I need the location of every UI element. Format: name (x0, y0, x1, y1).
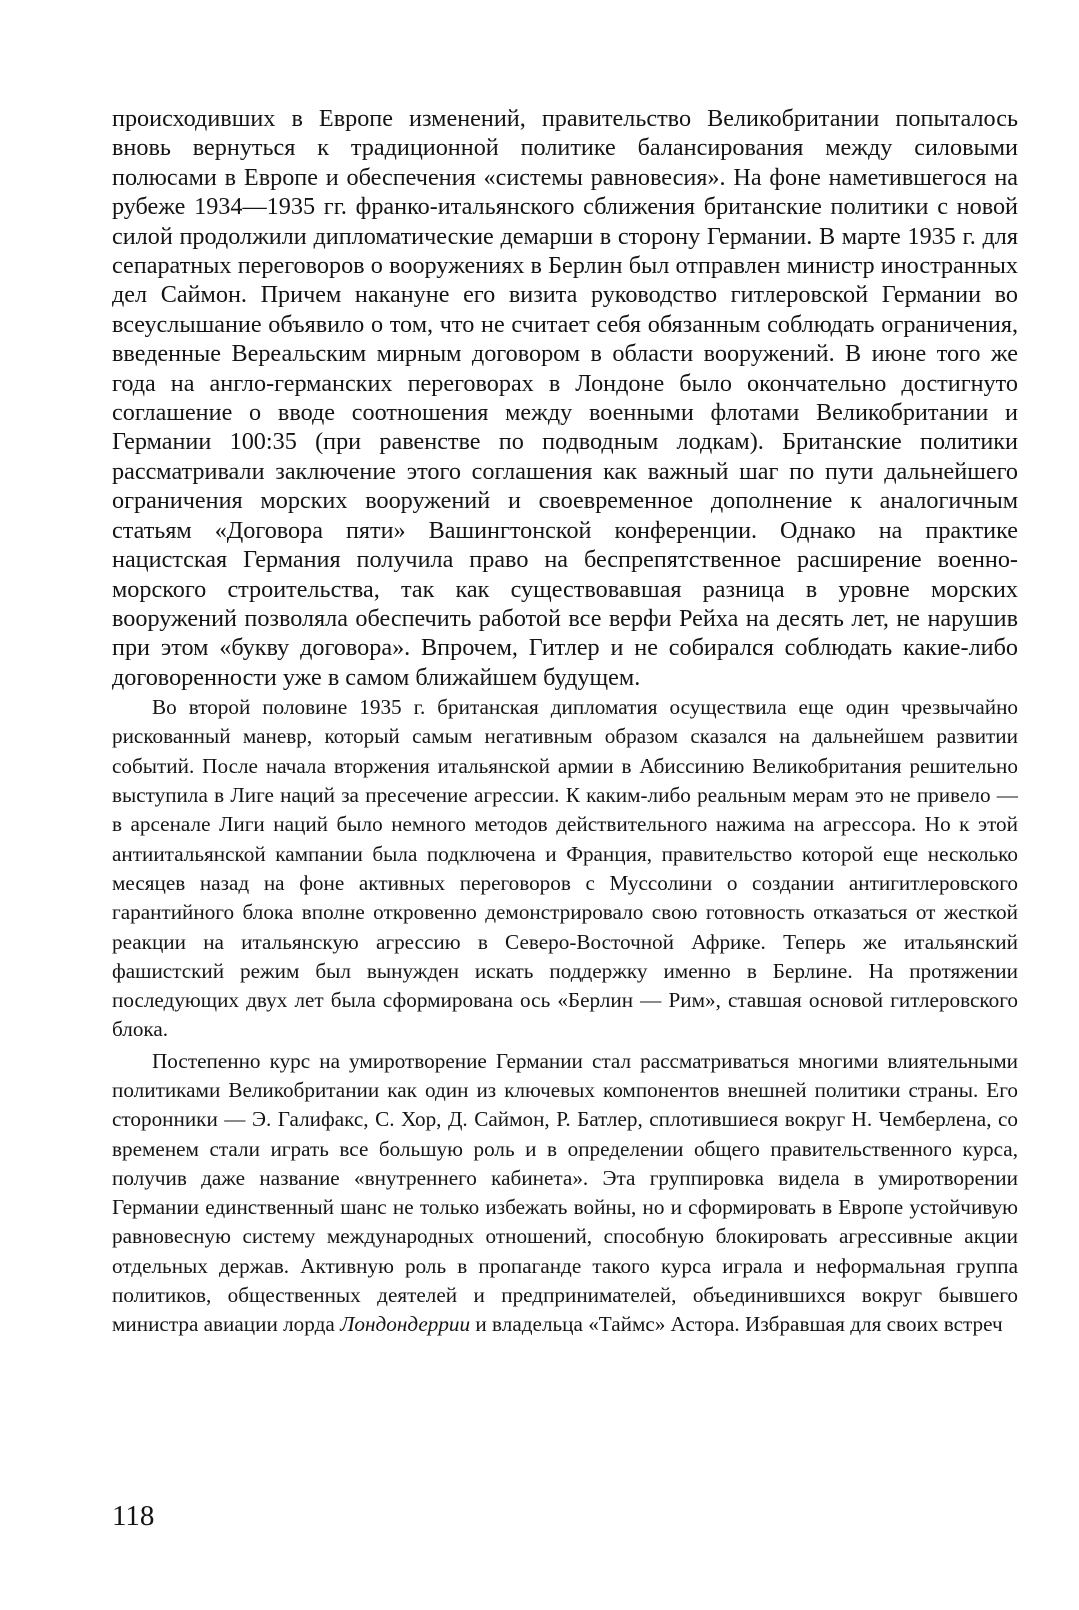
italic-name-londonderry: Лондондеррии (340, 1312, 471, 1337)
paragraph-1: происходивших в Европе изменений, правительство Великобритании попыталось вновь вернуться к традиционной политике балансирования между силовыми полюсами в Европе и обеспечения «системы равновесия». На фоне наметившегося на рубеже 1934—1935 гг. франко-итальянского сближения британские политики с новой силой продолжили дипломатические демарши в сторону Германии. В марте 1935 г. для сепаратных переговоров о вооружениях в Берлин был отправлен министр иностранных дел Саймон. Причем накануне его визита руководство гитлеровской Германии во всеуслышание объявило о том, что не считает себя обязанным соблюдать ограничения, введенные Вереальским мирным договором в области вооружений. В июне того же года на англо-германских переговорах в Лондоне было окончательно достигнуто соглашение о вводе соотношения между военными флотами Великобритании и Германии 100:35 (при равенстве по подводным лодкам). Британские политики рассматривали заключение этого соглашения как важный шаг по пути дальнейшего ограничения морских вооружений и своевременное дополнение к аналогичным статьям «Договора пяти» Вашингтонской конференции. Однако на практике нацистская Германия получила право на беспрепятственное расширение военно-морского строительства, так как существовавшая разница в уровне морских вооружений позволяла обеспечить работой все верфи Рейха на десять лет, не нарушив при этом «букву договора». Впрочем, Гитлер и не собирался соблюдать какие-либо договоренности уже в самом ближайшем будущем. (112, 105, 1018, 691)
paragraph-3-text-after: и владельца «Таймс» Астора. Избравшая для своих встреч (470, 1312, 1003, 1337)
page-body (112, 104, 1018, 1340)
paragraph-3-text-before: Постепенно курс на умиротворение Германии стал рассматриваться многими влиятельными политиками Великобритании как один из ключевых компонентов внешней политики страны. Его сторонники — Э. Галифакс, С. Хор, Д. Саймон, Р. Батлер, сплотившиеся вокруг Н. Чемберлена, со временем стали играть все большую роль и в определении общего правительственного курса, получив даже название «внутреннего кабинета». Эта группировка видела в умиротворении Германии единственный шанс не только избежать войны, но и сформировать в Европе устойчивую равновесную систему международных отношений, способную блокировать агрессивные акции отдельных держав. Активную роль в пропаганде такого курса играла и неформальная группа политиков, общественных деятелей и предпринимателей, объединившихся вокруг бывшего министра авиации лорда (112, 1048, 1018, 1337)
page-number: 118 (112, 1500, 155, 1532)
paragraph-2: Во второй половине 1935 г. британская дипломатия осуществила еще один чрезвычайно рискованный маневр, который самым негативным образом сказался на дальнейшем развитии событий. После начала вторжения итальянской армии в Абиссинию Великобритания решительно выступила в Лиге наций за пресечение агрессии. К каким-либо реальным мерам это не привело — в арсенале Лиги наций было немного методов действительного нажима на агрессора. Но к этой антиитальянской кампании была подключена и Франция, правительство которой еще несколько месяцев назад на фоне активных переговоров с Муссолини о создании антигитлеровского гарантийного блока вполне откровенно демонстрировало свою готовность отказаться от жесткой реакции на итальянскую агрессию в Северо-Восточной Африке. Теперь же итальянский фашистский режим был вынужден искать поддержку именно в Берлине. На протяжении последующих двух лет была сформирована ось «Берлин — Рим», ставшая основой гитлеровского блока. (112, 695, 1018, 1042)
paragraph-3 (112, 1047, 1018, 1340)
